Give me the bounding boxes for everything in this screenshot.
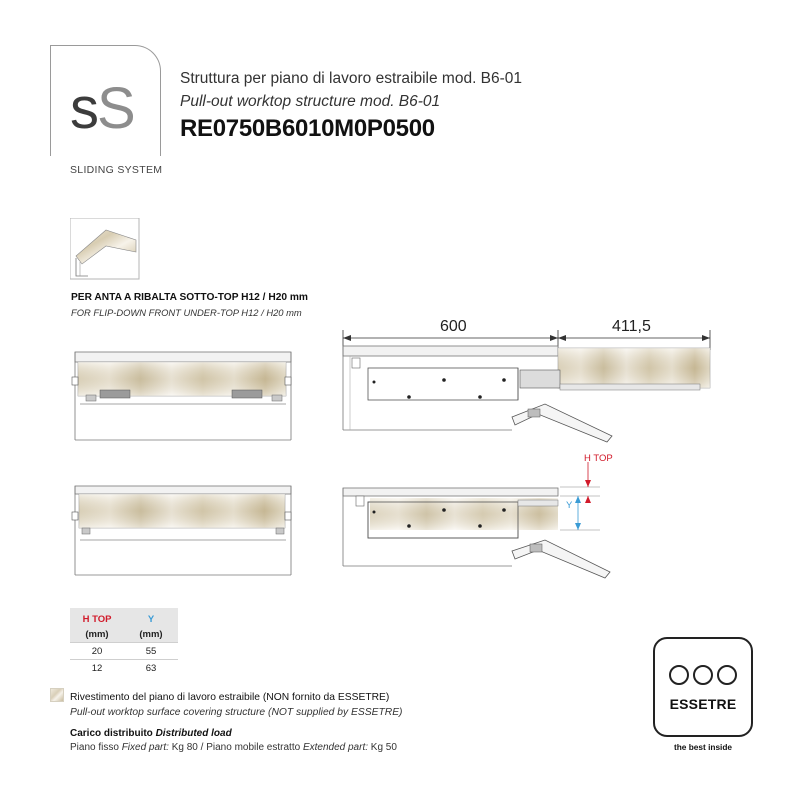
load-values: Piano fisso Fixed part: Kg 80 / Piano mobile estratto Extended part: Kg 50 [70,742,397,753]
table-cell: 55 [124,643,178,660]
table-cell: 12 [70,660,124,677]
logo-mark: sS [70,76,134,141]
front-view-open [72,352,291,440]
side-view-extended [343,330,710,442]
brand-name: ESSETRE [669,696,737,712]
marble-swatch-icon [50,688,64,702]
title-italian: Struttura per piano di lavoro estraibile mod. B6-01 [180,70,523,87]
table-row [70,643,178,660]
table-row [70,660,178,677]
table-unit-y: (mm) [124,627,178,643]
table-header-y: Y [124,608,178,627]
brand-tagline: the best inside [673,742,733,752]
table-cell: 20 [70,643,124,660]
dimension-extended: 411,5 [612,318,651,335]
section-label-italian: PER ANTA A RIBALTA SOTTO-TOP H12 / H20 mm [71,292,308,303]
table-unit-htop: (mm) [70,627,124,643]
side-view-closed [343,462,610,578]
essetre-badge [653,637,753,737]
table-cell: 63 [124,660,178,677]
front-view-closed [72,486,291,575]
htop-y-table [70,608,178,676]
table-header-htop: H TOP [70,608,124,627]
load-title: Carico distribuito Distributed load [70,728,232,739]
htop-label: H TOP [584,453,613,464]
y-label: Y [566,500,573,511]
covering-note-italian: Rivestimento del piano di lavoro estraibile (NON fornito da ESSETRE) [70,692,390,703]
section-label-english: FOR FLIP-DOWN FRONT UNDER-TOP H12 / H20 mm [71,307,302,318]
three-circles-icon [667,664,739,686]
covering-note-english: Pull-out worktop surface covering structure (NOT supplied by ESSETRE) [70,707,403,718]
product-code: RE0750B6010M0P0500 [180,115,435,142]
dimension-fixed: 600 [440,318,467,335]
title-english: Pull-out worktop structure mod. B6-01 [180,93,441,110]
logo-subtitle: SLIDING SYSTEM [70,164,163,176]
